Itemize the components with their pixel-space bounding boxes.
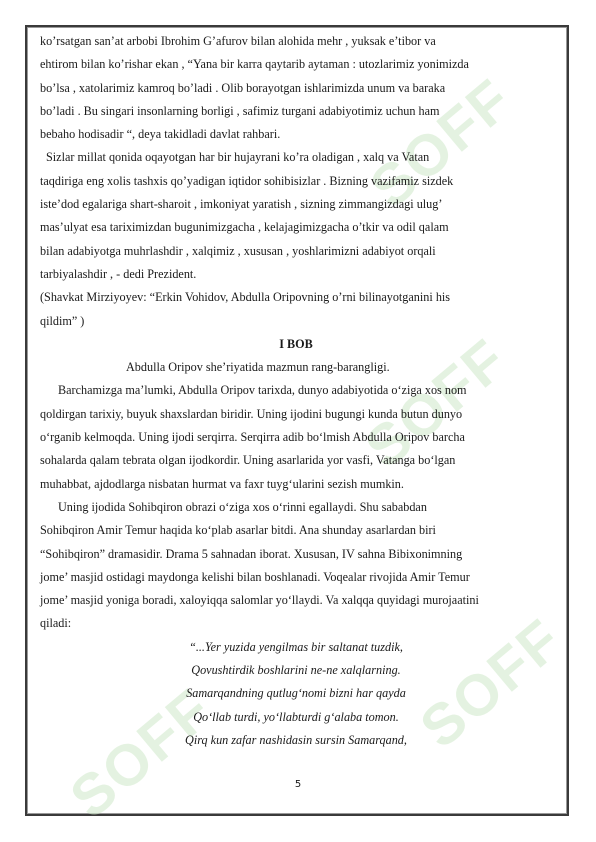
text-line: ko’rsatgan san’at arbobi Ibrohim G’afurov bilan alohida mehr , yuksak e’tibor va [40,34,436,48]
paragraph-sohibqiron [40,496,552,636]
text-line: mas’ulyat esa tariximizdan bugunimizgacha , kelajagimizgacha o’tkir va odil qalam [40,220,449,235]
page-number: 5 [294,779,302,790]
watermark-text: SOFF [353,326,520,481]
text-line: bebaho hodisadir “, deya takidladi davlat rahbari. [40,127,281,142]
text-line: qoldirgan tarixiy, buyuk shaxslardan biridir. Uning ijodini bugungi kunda butun dunyo [40,406,463,421]
text-line: “Sohibqiron” dramasidir. Drama 5 sahnadan iborat. Xususan, IV sahna Bibixonimning [40,546,463,561]
text-line: bo’lsa , xatolarimiz kamroq bo’ladi . Olib borayotgan ishlarimizda unum va baraka [40,80,446,95]
citation [40,286,552,333]
poem-line: “...Yer yuzida yengilmas bir saltanat tuzdik, [189,639,403,654]
chapter-title-text: Abdulla Oripov she’riyatida mazmun rang-barangligi. [126,360,390,375]
text-line: iste’dod egalariga shart-sharoit , imkoniyat yaratish , sizning zimmangizdagi ulug’ [40,197,443,212]
text-line: sohalarda qalam tebrata olgan ijodkordir. Uning asarlarida yor vasfi, Vatanga bo‘lgan [40,453,456,468]
poem-line: Qirq kun zafar nashidasin sursin Samarqand, [185,732,407,747]
paragraph-about-oripov [40,379,552,495]
poem-line: Qovushtirdik boshlarini ne-ne xalqlarning. [191,663,401,678]
text-line: taqdiriga eng xolis tashxis qo’yadigan iqtidor sohibisizlar . Bizning vazifamiz sizdek [40,173,454,188]
text-line: qiladi: [40,616,72,631]
chapter-heading [40,333,552,356]
chapter-number: I BOB [279,336,313,351]
text-line: qildim” ) [40,313,85,328]
text-line: Sizlar millat qonida oqayotgan har bir hujayrani ko’ra oladigan , xalq va Vatan [46,150,430,165]
watermark-text: SOFF [408,606,575,761]
text-line: Uning ijodida Sohibqiron obrazi o‘ziga xos o‘rinni egallaydi. Shu sababdan [58,499,427,514]
document-body [40,30,552,752]
watermark-text: SOFF [58,676,225,831]
text-line: Barchamizga ma’lumki, Abdulla Oripov tarixda, dunyo adabiyotida o‘ziga xos nom [58,383,467,398]
text-line: bo’ladi . Bu singari insonlarning borligi , safimiz turgani adabiyotimiz uchun ham [40,103,440,118]
text-line: tarbiyalashdir , - dedi Prezident. [40,266,197,281]
text-line: jome’ masjid yoniga boradi, xaloyiqqa salomlar yo‘llaydi. Va xalqqa quyidagi murojaatini [40,593,479,608]
text-line: jome’ masjid ostidagi maydonga kelishi bilan boshlanadi. Voqealar rivojida Amir Temur [40,569,470,584]
text-line: o‘rganib kelmoqda. Uning ijodi serqirra. Serqirra adib bo‘lmish Abdulla Oripov barcha [40,430,465,445]
text-line: muhabbat, ajdodlarga nisbatan hurmat va faxr tuyg‘ularini sezish mumkin. [40,476,404,491]
paragraph-president-speech [40,30,552,146]
text-line: Sohibqiron Amir Temur haqida ko‘plab asarlar bitdi. Ana shunday asarlardan biri [40,523,436,538]
watermark-text: SOFF [358,66,525,221]
poem-quote [40,636,552,752]
text-line: bilan adabiyotga muhrlashdir , xalqimiz , xususan , yoshlarimizni adabiyot orqali [40,243,436,258]
text-line: ehtirom bilan ko’rishar ekan , “Yana bir karra qaytarib aytaman : utozlarimiz yonimizda [40,57,469,72]
poem-line: Samarqandning qutlug‘nomi bizni har qayda [186,686,406,701]
poem-line: Qo‘llab turdi, yo‘llabturdi g‘alaba tomon. [193,709,399,724]
paragraph-president-appeal [40,146,552,286]
chapter-title [40,356,552,379]
text-line: (Shavkat Mirziyoyev: “Erkin Vohidov, Abdulla Oripovning o’rni bilinayotganini his [40,290,451,305]
